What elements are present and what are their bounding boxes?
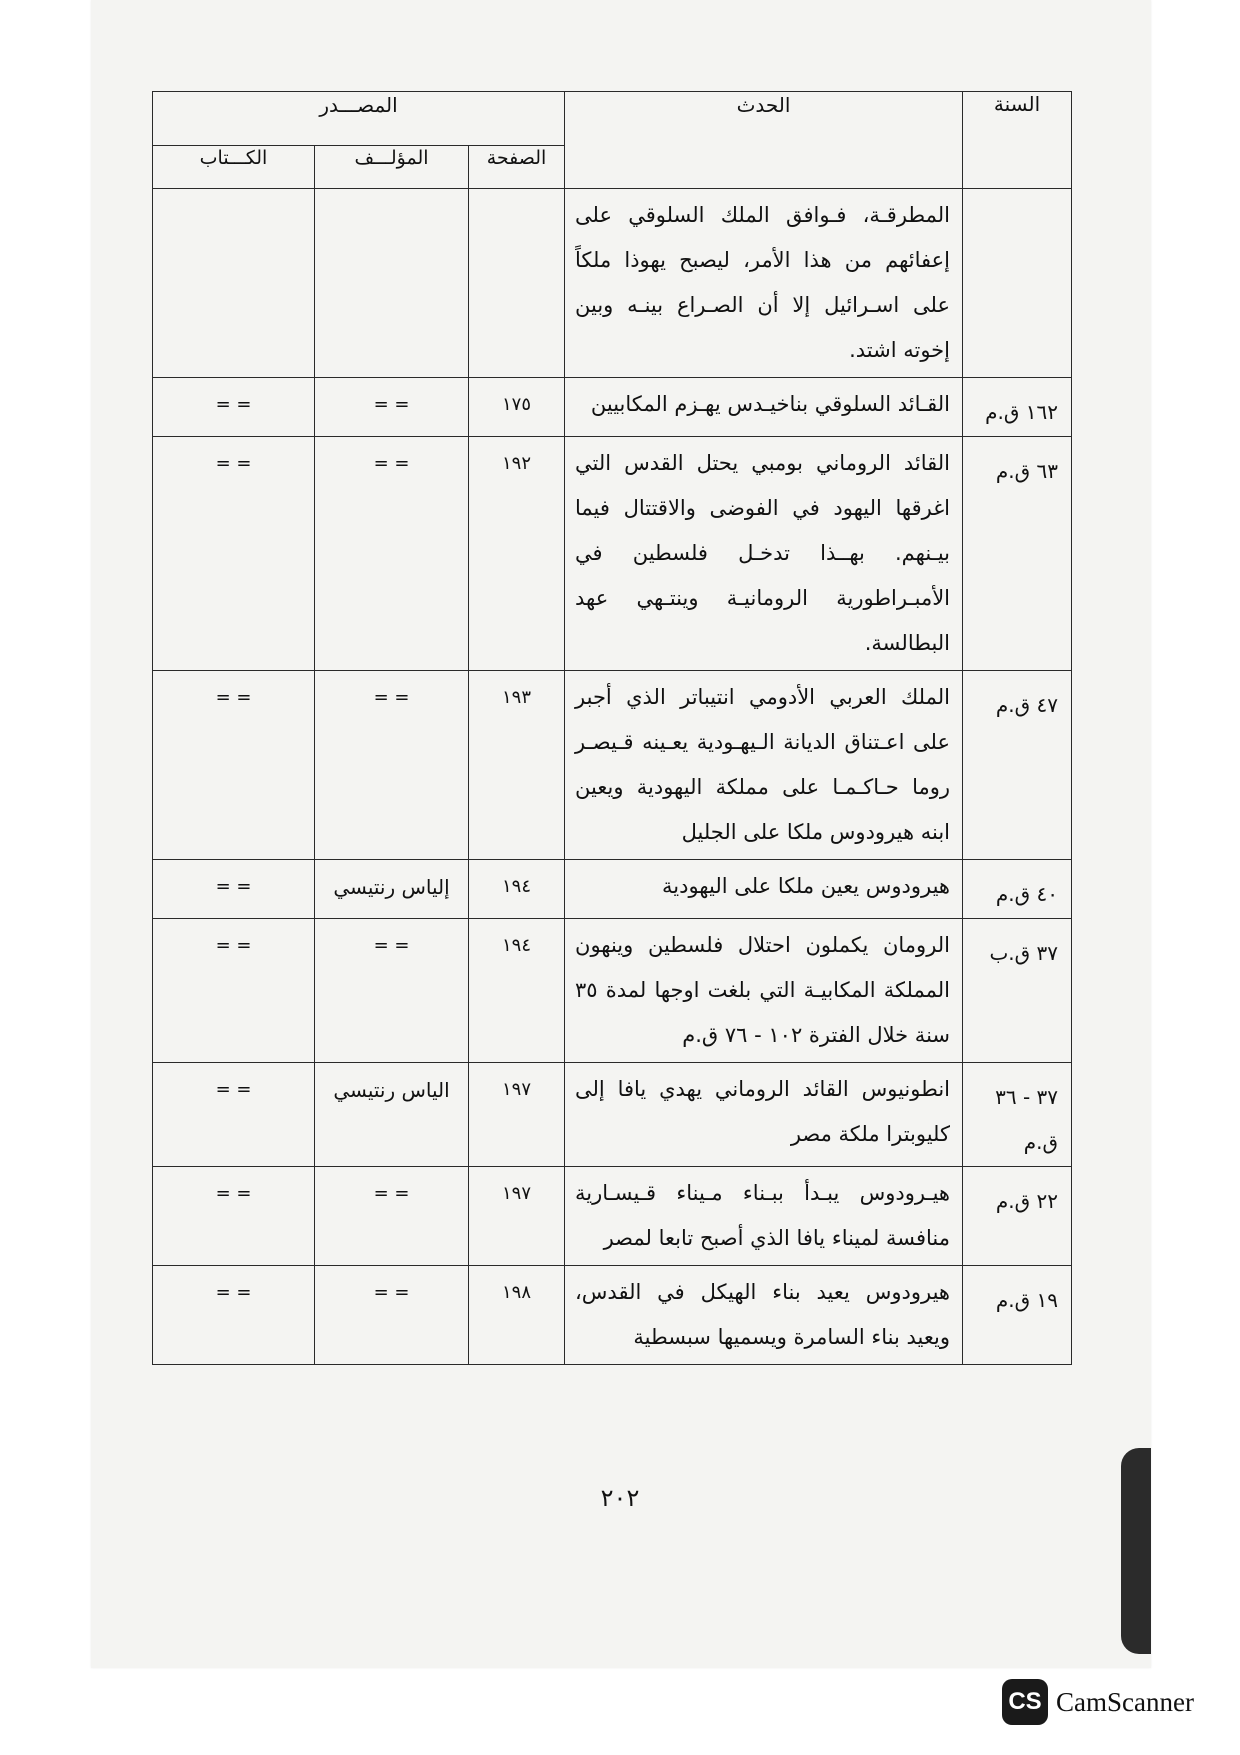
cell-event: القـائد السلوقي بناخيـدس يهـزم المكابيين — [565, 378, 963, 437]
header-source: المصـــدر — [153, 92, 565, 146]
cell-year — [963, 671, 1072, 860]
cell-event: المطرقـة، فـوافق الملك السلوقي على إعفائهم من هذا الأمر، ليصبح يهوذا ملكاً على اسـرائيل إلا أن الصـراع بينـه وبين إخوته اشتد. — [565, 189, 963, 378]
table-row — [153, 189, 1072, 378]
header-book: الكـــتاب — [153, 146, 315, 189]
cell-page: ١٩٣ — [469, 671, 565, 860]
cell-author — [315, 189, 469, 378]
cell-event: هيـرودوس يبـدأ ببـناء مـيناء قـيسـارية منافسة لميناء يافا الذي أصبح تابعا لمصر — [565, 1167, 963, 1266]
cell-book: = = — [153, 1266, 315, 1365]
year-line: ١٦٢ ق.م — [985, 400, 1059, 424]
cell-year — [963, 860, 1072, 919]
year-line: ٤٧ ق.م — [995, 693, 1059, 717]
cell-event: هيرودوس يعيد بناء الهيكل في القدس، ويعيد بناء السامرة ويسميها سبسطية — [565, 1266, 963, 1365]
camscanner-logo: CS — [1002, 1679, 1048, 1725]
year-line: ١٩ ق.م — [995, 1288, 1059, 1312]
cell-event: القائد الروماني بومبي يحتل القدس التي اغرقها اليهود في الفوضى والاقتتال فيما بيـنهم. بهــذا تدخـل فلسطين في الأمبـراطورية الرومانيـة وينتـهي عهد البطالسة. — [565, 437, 963, 671]
year-line: ٦٣ ق.م — [995, 459, 1059, 483]
cell-book: = = — [153, 437, 315, 671]
cell-year — [963, 189, 1072, 378]
cell-author: = = — [315, 378, 469, 437]
cell-page: ١٧٥ — [469, 378, 565, 437]
table-row — [153, 1167, 1072, 1266]
cell-book: = = — [153, 1167, 315, 1266]
cell-year — [963, 1063, 1072, 1167]
cell-year — [963, 378, 1072, 437]
year-line: ٣٧ ق.ب — [989, 941, 1059, 965]
cell-author: = = — [315, 919, 469, 1063]
cell-page: ١٩٤ — [469, 860, 565, 919]
cell-event: الملك العربي الأدومي انتيباتر الذي أجبر على اعـتناق الديانة الـيهـودية يعـينه قـيصـر روما حـاكـمـا على مملكة اليهودية ويعين ابنه هيرودوس ملكا على الجليل — [565, 671, 963, 860]
cell-year — [963, 437, 1072, 671]
cell-page — [469, 189, 565, 378]
camscanner-name: CamScanner — [1056, 1686, 1194, 1717]
page-number: ٢٠٢ — [600, 1484, 640, 1512]
table-row — [153, 437, 1072, 671]
cell-book: = = — [153, 671, 315, 860]
cell-page: ١٩٧ — [469, 1063, 565, 1167]
table-row — [153, 378, 1072, 437]
year-line: ق.م — [1023, 1130, 1059, 1154]
cell-event: الرومان يكملون احتلال فلسطين وينهون المملكة المكابيـة التي بلغت اوجها لمدة ٣٥ سنة خلال الفترة ١٠٢ - ٧٦ ق.م — [565, 919, 963, 1063]
cell-year — [963, 1266, 1072, 1365]
header-page: الصفحة — [469, 146, 565, 189]
cell-author: = = — [315, 1266, 469, 1365]
table-body — [153, 189, 1072, 1365]
header-author: المؤلـــف — [315, 146, 469, 189]
year-line: ٢٢ ق.م — [995, 1189, 1059, 1213]
cell-author: = = — [315, 1167, 469, 1266]
binder-clip — [1121, 1448, 1151, 1654]
cell-event: هيرودوس يعين ملكا على اليهودية — [565, 860, 963, 919]
chronology-table — [152, 91, 1072, 1365]
cell-page: ١٩٨ — [469, 1266, 565, 1365]
cell-author: الياس رنتيسي — [315, 1063, 469, 1167]
cell-book: = = — [153, 1063, 315, 1167]
cell-year — [963, 919, 1072, 1063]
cell-author: = = — [315, 671, 469, 860]
cell-book: = = — [153, 378, 315, 437]
header-year: السنة — [963, 92, 1072, 189]
cell-event: انطونيوس القائد الروماني يهدي يافا إلى كليوبترا ملكة مصر — [565, 1063, 963, 1167]
table-row — [153, 1063, 1072, 1167]
header-event: الحدث — [565, 92, 963, 189]
year-line: ٣٧ - ٣٦ — [995, 1085, 1059, 1109]
cell-book: = = — [153, 860, 315, 919]
year-line: ٤٠ ق.م — [995, 882, 1059, 906]
table-row — [153, 919, 1072, 1063]
table-row — [153, 1266, 1072, 1365]
camscanner-watermark — [1002, 1678, 1194, 1726]
cell-book — [153, 189, 315, 378]
cell-author: إلياس رنتيسي — [315, 860, 469, 919]
cell-year — [963, 1167, 1072, 1266]
cell-book: = = — [153, 919, 315, 1063]
table-row — [153, 671, 1072, 860]
cell-page: ١٩٤ — [469, 919, 565, 1063]
table-row — [153, 860, 1072, 919]
cell-author: = = — [315, 437, 469, 671]
cell-page: ١٩٢ — [469, 437, 565, 671]
cell-page: ١٩٧ — [469, 1167, 565, 1266]
